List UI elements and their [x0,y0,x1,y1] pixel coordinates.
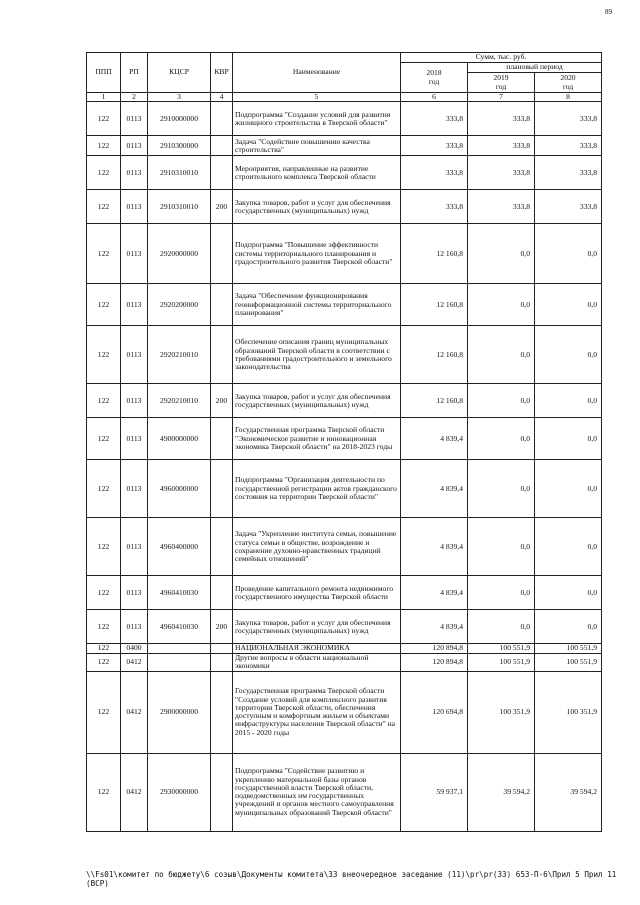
cell-rp: 0113 [121,284,148,326]
cell-2019: 0,0 [468,284,535,326]
table-row [87,753,602,831]
cell-2020: 0,0 [535,326,602,384]
cell-2018: 4 839,4 [401,610,468,644]
table-row [87,671,602,753]
cell-name: Закупка товаров, работ и услуг для обеспечения государственных (муниципальных) нужд [233,190,401,224]
cell-pp: 122 [87,136,121,156]
cell-2018: 59 937,1 [401,753,468,831]
cell-2020: 39 594,2 [535,753,602,831]
table-row [87,224,602,284]
table-row [87,136,602,156]
cell-rp: 0113 [121,460,148,518]
cell-rp: 0113 [121,224,148,284]
cell-2018: 333,8 [401,156,468,190]
cell-name: НАЦИОНАЛЬНАЯ ЭКОНОМИКА [233,644,401,653]
cell-kcsr: 4960410030 [148,610,211,644]
col-header-2019 [468,73,535,93]
col-header-kvr: КВР [211,53,233,93]
col-number: 4 [211,93,233,102]
cell-pp: 122 [87,418,121,460]
cell-2019: 333,8 [468,136,535,156]
cell-name: Государственная программа Тверской области "Экономическое развитие и инновационная экономика Тверской области" на 2018-2023 годы [233,418,401,460]
cell-kvr [211,156,233,190]
col-number: 7 [468,93,535,102]
cell-name: Подпрограмма "Создание условий для развития жилищного строительства в Тверской области" [233,102,401,136]
cell-2020: 333,8 [535,156,602,190]
cell-kcsr: 2920210010 [148,326,211,384]
table-row [87,418,602,460]
cell-2019: 0,0 [468,576,535,610]
cell-kcsr: 2910300000 [148,136,211,156]
cell-kvr: 200 [211,384,233,418]
cell-pp: 122 [87,671,121,753]
col-number: 2 [121,93,148,102]
cell-2018: 333,8 [401,136,468,156]
cell-kvr [211,653,233,671]
cell-kcsr: 4900000000 [148,418,211,460]
cell-2019: 0,0 [468,384,535,418]
cell-pp: 122 [87,460,121,518]
col-header-plan-period: плановый период [468,63,602,73]
cell-pp: 122 [87,190,121,224]
year-2018-label: 2018 [426,68,442,78]
cell-name: Подпрограмма "Организация деятельности по государственной регистрации актов гражданского состояния на территории Тверской области" [233,460,401,518]
cell-2018: 333,8 [401,102,468,136]
col-header-2020 [535,73,602,93]
cell-2020: 0,0 [535,460,602,518]
col-number: 8 [535,93,602,102]
cell-rp: 0113 [121,190,148,224]
cell-kcsr: 4960000000 [148,460,211,518]
cell-pp: 122 [87,644,121,653]
cell-kcsr: 2920000000 [148,224,211,284]
cell-name: Задача "Укрепление института семьи, повышение статуса семьи в обществе, возрождение и сохранение духовно-нравственных традиций семейных отношений" [233,518,401,576]
col-header-rp: РП [121,53,148,93]
cell-2018: 4 839,4 [401,418,468,460]
cell-name: Обеспечение описания границ муниципальных образований Тверской области в соответствии с требованиями градостроительного и земельного законодательства [233,326,401,384]
cell-kcsr: 2910310010 [148,190,211,224]
cell-rp: 0412 [121,671,148,753]
col-header-name: Наименование [233,53,401,93]
cell-2020: 100 551,9 [535,644,602,653]
cell-name: Задача "Содействие повышению качества строительства" [233,136,401,156]
col-number: 3 [148,93,211,102]
cell-pp: 122 [87,653,121,671]
cell-2018: 4 839,4 [401,518,468,576]
cell-pp: 122 [87,284,121,326]
year-2020-label: 2020 [560,73,576,83]
cell-2019: 0,0 [468,518,535,576]
cell-pp: 122 [87,753,121,831]
cell-kcsr: 2920200000 [148,284,211,326]
cell-kvr [211,671,233,753]
cell-2018: 120 894,8 [401,653,468,671]
cell-rp: 0113 [121,418,148,460]
cell-2020: 333,8 [535,136,602,156]
cell-name: Закупка товаров, работ и услуг для обеспечения государственных (муниципальных) нужд [233,610,401,644]
cell-rp: 0113 [121,610,148,644]
cell-pp: 122 [87,102,121,136]
cell-2018: 4 839,4 [401,576,468,610]
cell-rp: 0113 [121,384,148,418]
table-row [87,102,602,136]
cell-kvr [211,326,233,384]
cell-2019: 333,8 [468,190,535,224]
cell-2020: 0,0 [535,518,602,576]
cell-2019: 0,0 [468,224,535,284]
cell-2019: 39 594,2 [468,753,535,831]
cell-2018: 12 160,8 [401,384,468,418]
cell-kvr: 200 [211,610,233,644]
cell-kcsr [148,653,211,671]
cell-2020: 333,8 [535,102,602,136]
footer-file-path: \\Fs01\комитет по бюджету\6 созыв\Документы комитета\33 внеочередное заседание (11)\pr\pr(33) 653-П-6\Прил 5 Прил 11 (ВСР) [86,870,617,888]
cell-name: Проведение капитального ремонта недвижимого государственного имущества Тверской области [233,576,401,610]
cell-name: Закупка товаров, работ и услуг для обеспечения государственных (муниципальных) нужд [233,384,401,418]
table-row [87,610,602,644]
cell-kcsr: 2900000000 [148,671,211,753]
cell-2018: 333,8 [401,190,468,224]
col-number: 6 [401,93,468,102]
cell-2020: 100 551,9 [535,653,602,671]
cell-2019: 100 351,9 [468,671,535,753]
year-2019-label: 2019 [493,73,509,83]
table-row [87,576,602,610]
cell-kvr [211,460,233,518]
cell-2020: 0,0 [535,418,602,460]
cell-2018: 120 694,8 [401,671,468,753]
table-row [87,284,602,326]
cell-2019: 0,0 [468,418,535,460]
cell-2020: 0,0 [535,284,602,326]
col-header-pp: ППП [87,53,121,93]
table-row [87,644,602,653]
cell-rp: 0412 [121,753,148,831]
cell-2018: 12 160,8 [401,224,468,284]
cell-2020: 0,0 [535,610,602,644]
year-2018-suffix: год [428,76,440,86]
cell-rp: 0113 [121,518,148,576]
cell-kvr [211,102,233,136]
cell-name: Мероприятия, направленные на развитие строительного комплекса Тверской области [233,156,401,190]
cell-2019: 333,8 [468,102,535,136]
table-body [87,102,602,831]
year-2019-suffix: год [495,81,507,91]
cell-kvr [211,224,233,284]
cell-2020: 100 351,9 [535,671,602,753]
cell-2020: 333,8 [535,190,602,224]
col-number: 1 [87,93,121,102]
cell-2020: 0,0 [535,576,602,610]
cell-pp: 122 [87,156,121,190]
cell-name: Подпрограмма "Содействие развитию и укреплению материальной базы органов государственной власти Тверской области, подведомственных им государственных учреждений и органов местного самоуправления муниципальных образований Тверской области" [233,753,401,831]
table-row [87,384,602,418]
cell-rp: 0113 [121,326,148,384]
page-number: 89 [605,8,612,16]
cell-2020: 0,0 [535,224,602,284]
cell-pp: 122 [87,610,121,644]
col-header-sum: Сумм, тыс. руб. [401,53,602,63]
cell-name: Государственная программа Тверской области "Создание условий для комплексного развития территории Тверской области, обеспечения доступным и комфортным жильем и объектами инфраструктуры населения Тверской области" на 2015 - 2020 годы [233,671,401,753]
cell-kcsr: 4960400000 [148,518,211,576]
table-row [87,518,602,576]
cell-2018: 4 839,4 [401,460,468,518]
cell-rp: 0113 [121,136,148,156]
table-row [87,326,602,384]
cell-2019: 333,8 [468,156,535,190]
cell-kvr [211,753,233,831]
cell-rp: 0412 [121,653,148,671]
cell-kvr: 200 [211,190,233,224]
table-row [87,460,602,518]
cell-kvr [211,284,233,326]
cell-pp: 122 [87,326,121,384]
cell-name: Подпрограмма "Повышение эффективности системы территориального планирования и градостроительного развития Тверской области" [233,224,401,284]
cell-kcsr: 2910000000 [148,102,211,136]
cell-2019: 0,0 [468,326,535,384]
cell-pp: 122 [87,224,121,284]
budget-table [86,52,602,832]
cell-name: Другие вопросы в области национальной экономики [233,653,401,671]
cell-2019: 0,0 [468,610,535,644]
cell-kcsr [148,644,211,653]
col-header-kcsr: КЦСР [148,53,211,93]
cell-2019: 100 551,9 [468,653,535,671]
cell-pp: 122 [87,518,121,576]
col-header-2018 [401,63,468,93]
year-2020-suffix: год [562,81,574,91]
cell-2019: 100 551,9 [468,644,535,653]
cell-kvr [211,518,233,576]
cell-rp: 0113 [121,102,148,136]
cell-kvr [211,644,233,653]
cell-kcsr: 2920210010 [148,384,211,418]
table-row [87,156,602,190]
cell-kvr [211,576,233,610]
cell-2019: 0,0 [468,460,535,518]
cell-2018: 120 894,8 [401,644,468,653]
cell-kcsr: 4960410030 [148,576,211,610]
cell-kcsr: 2930000000 [148,753,211,831]
cell-2020: 0,0 [535,384,602,418]
cell-name: Задача "Обеспечение функционирования геоинформационной системы территориального планирования" [233,284,401,326]
cell-2018: 12 160,8 [401,326,468,384]
cell-kvr [211,418,233,460]
col-number: 5 [233,93,401,102]
cell-pp: 122 [87,576,121,610]
table-row [87,653,602,671]
cell-rp: 0113 [121,576,148,610]
cell-kvr [211,136,233,156]
cell-2018: 12 160,8 [401,284,468,326]
cell-kcsr: 2910310010 [148,156,211,190]
cell-pp: 122 [87,384,121,418]
table-row [87,190,602,224]
cell-rp: 0400 [121,644,148,653]
cell-rp: 0113 [121,156,148,190]
table-header [87,53,602,102]
